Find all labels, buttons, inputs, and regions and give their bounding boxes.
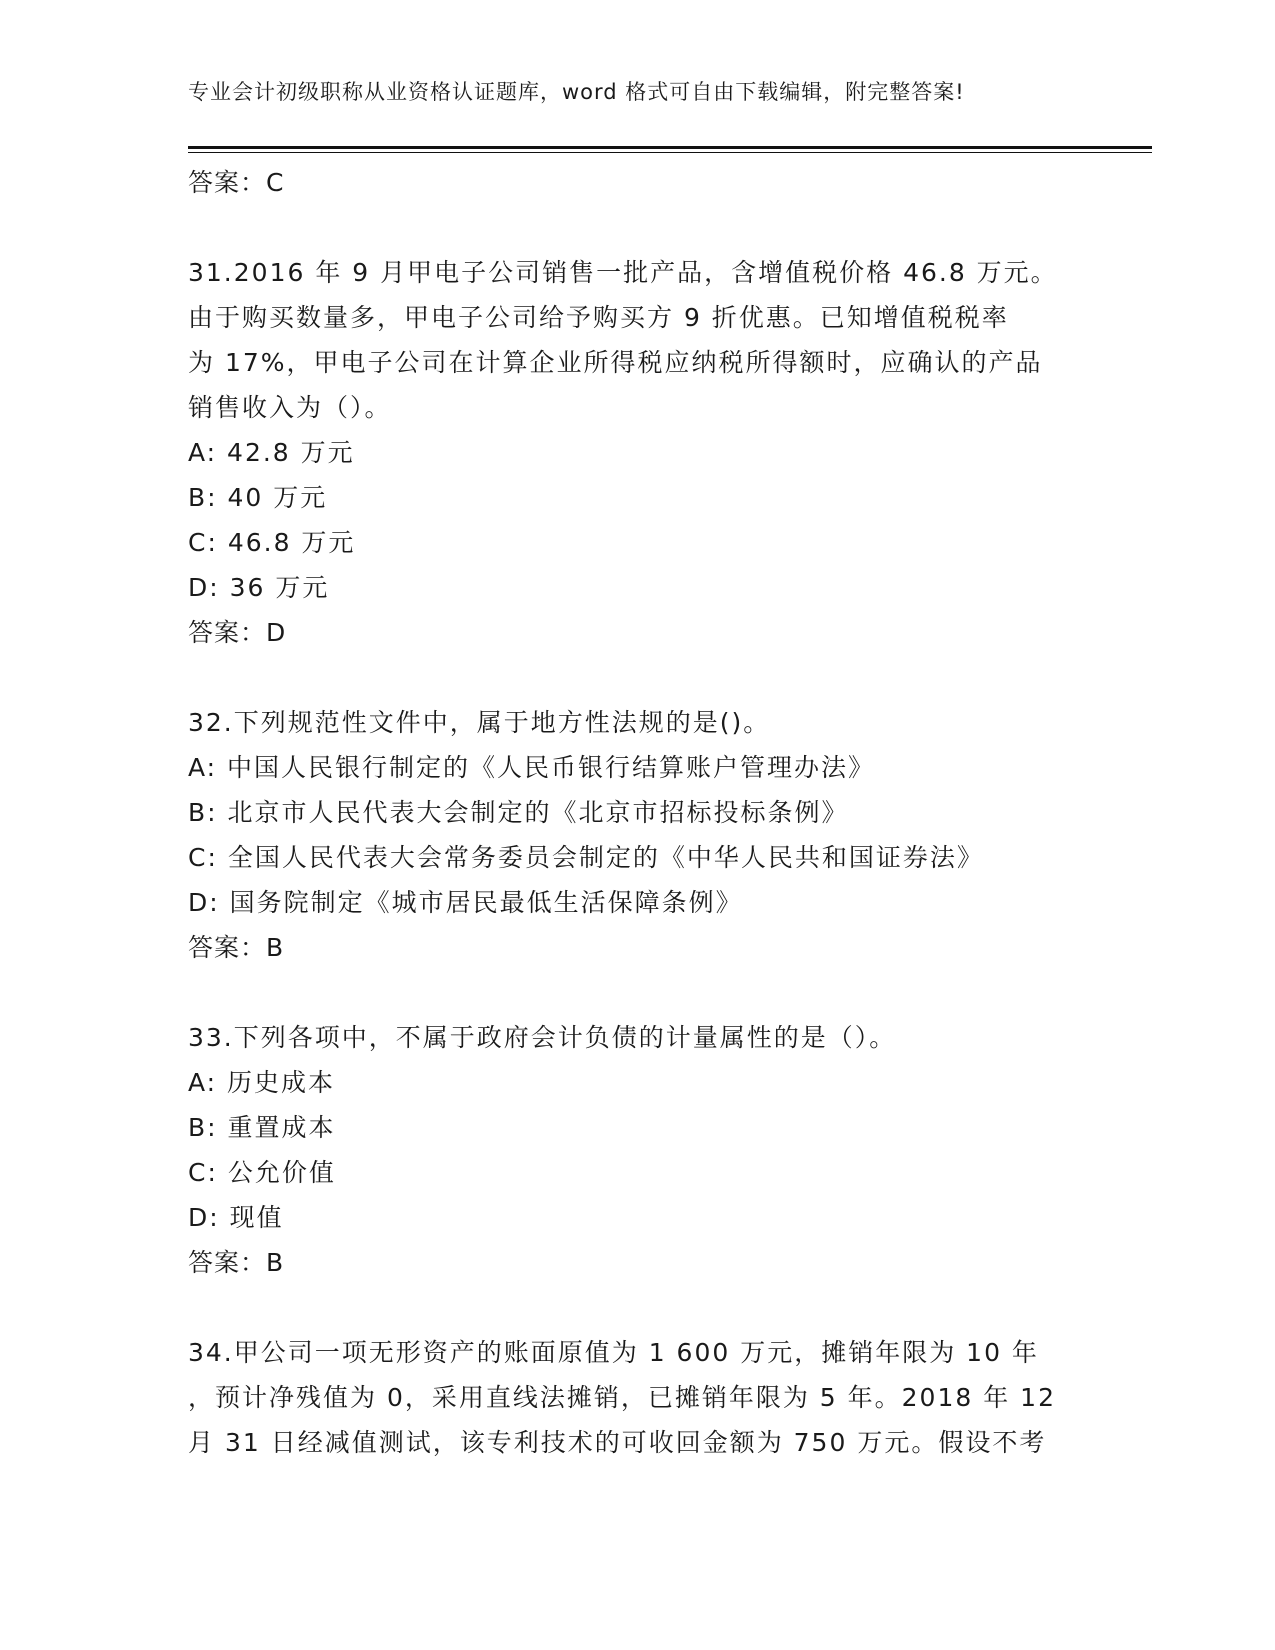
question-text-line: 月 31 日经减值测试，该专利技术的可收回金额为 750 万元。假设不考 [188,1428,1047,1457]
question-content [188,160,1088,1465]
question-31 [188,250,1088,655]
spacer [188,1285,1088,1330]
question-text-line: 由于购买数量多，甲电子公司给予购买方 9 折优惠。已知增值税税率 [188,303,1009,332]
spacer [188,205,1088,250]
option-b: B: 北京市人民代表大会制定的《北京市招标投标条例》 [188,798,849,827]
option-a: A: 历史成本 [188,1068,336,1097]
answer: 答案：D [188,618,287,647]
question-text-line: 32.下列规范性文件中，属于地方性法规的是()。 [188,708,771,737]
previous-answer: 答案：C [188,168,285,197]
question-33 [188,1015,1088,1285]
question-text-line: 33.下列各项中，不属于政府会计负债的计量属性的是（）。 [188,1023,897,1052]
spacer [188,970,1088,1015]
header-rule-thin [188,152,1152,153]
option-b: B: 重置成本 [188,1113,336,1142]
header-rule-thick [188,146,1152,149]
option-d: D: 国务院制定《城市居民最低生活保障条例》 [188,888,743,917]
question-text-line: ，预计净残值为 0，采用直线法摊销，已摊销年限为 5 年。2018 年 12 [188,1383,1056,1412]
option-d: D: 36 万元 [188,573,330,602]
question-text-line: 为 17%，甲电子公司在计算企业所得税应纳税所得额时，应确认的产品 [188,348,1043,377]
question-32 [188,700,1088,970]
option-a: A: 42.8 万元 [188,438,355,467]
option-d: D: 现值 [188,1203,284,1232]
option-a: A: 中国人民银行制定的《人民币银行结算账户管理办法》 [188,753,876,782]
option-c: C: 全国人民代表大会常务委员会制定的《中华人民共和国证券法》 [188,843,984,872]
question-34 [188,1330,1088,1465]
answer: 答案：B [188,1248,285,1277]
spacer [188,655,1088,700]
question-text-line: 34.甲公司一项无形资产的账面原值为 1 600 万元，摊销年限为 10 年 [188,1338,1039,1367]
question-text-line: 销售收入为（）。 [188,393,392,422]
option-c: C: 46.8 万元 [188,528,356,557]
option-c: C: 公允价值 [188,1158,336,1187]
option-b: B: 40 万元 [188,483,328,512]
answer: 答案：B [188,933,285,962]
question-text-line: 31.2016 年 9 月甲电子公司销售一批产品，含增值税价格 46.8 万元。 [188,258,1058,287]
header-note: 专业会计初级职称从业资格认证题库，word 格式可自由下载编辑，附完整答案! [188,80,965,104]
